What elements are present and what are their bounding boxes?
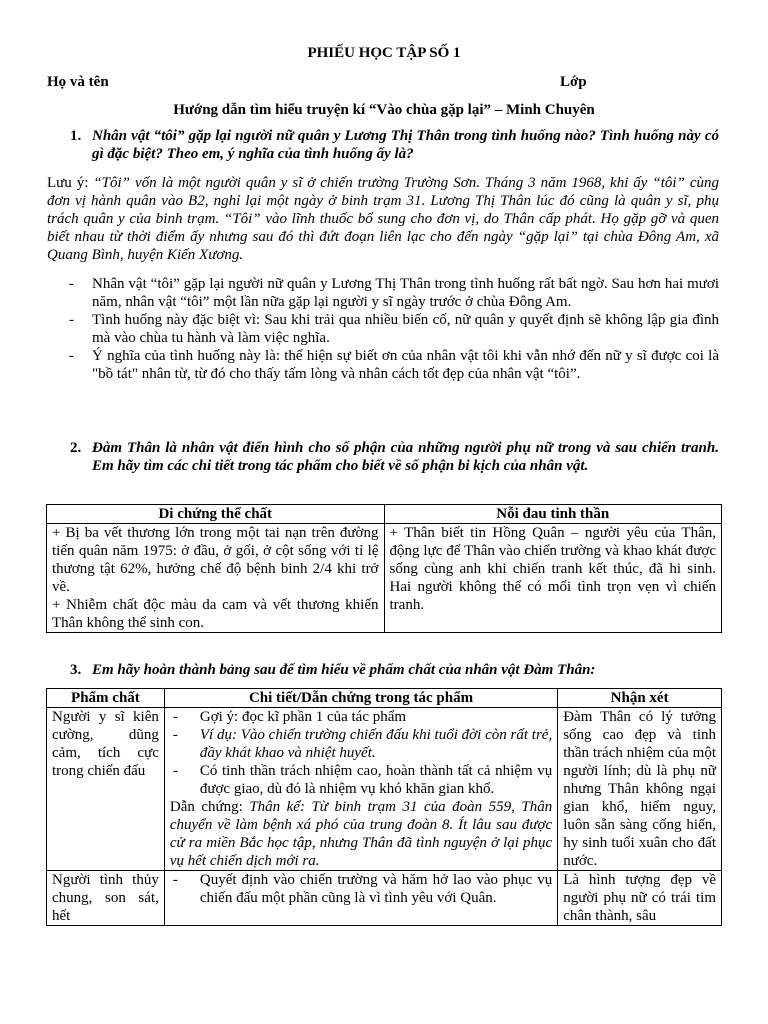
list-item	[170, 871, 552, 907]
table-cell	[164, 871, 557, 926]
detail-text: Gợi ý: đọc kĩ phần 1 của tác phẩm	[199, 709, 407, 725]
table-cell	[164, 708, 557, 871]
table-row	[47, 708, 722, 871]
question-number: 2.	[70, 440, 82, 456]
page-title: PHIẾU HỌC TẬP SỐ 1	[307, 45, 461, 61]
list-item	[47, 275, 719, 311]
table-row	[47, 871, 722, 926]
table-header: Nhận xét	[558, 689, 722, 708]
evidence-lead: Dẫn chứng:	[169, 799, 250, 815]
cell-text: + Nhiễm chất độc màu da cam và vết thương khiến Thân không thể sinh con.	[52, 597, 379, 631]
table-cell: Người tình thủy chung, son sát, hết	[47, 871, 165, 926]
table-cell: Người y sĩ kiên cường, dũng cảm, tích cực trong chiến đấu	[47, 708, 165, 871]
dash-bullet: -	[69, 312, 74, 328]
question-1	[47, 127, 719, 163]
note-paragraph	[47, 174, 719, 264]
detail-text: Có tinh thần trách nhiệm cao, hoàn thành tất cả nhiệm vụ được giao, dù đó là nhiệm vụ khó khăn gian khổ.	[199, 763, 553, 797]
table-header: Phẩm chất	[47, 689, 165, 708]
list-item	[47, 311, 719, 347]
question-number: 1.	[70, 128, 82, 144]
detail-text: Ví dụ: Vào chiến trường chiến đấu khi tuổi đời còn rất trẻ, đầy khát khao và nhiệt huyết.	[199, 727, 553, 761]
evidence-quote: Thân kể: Từ binh trạm 31 của đoàn 559, Thân chuyển về làm bệnh xá phó của trung đoàn 8. Ít lâu sau được cử ra miền Bắc học tập, nhưng Thân đã tình nguyện ở lại phục vụ hết chiến dịch mới ra.	[169, 799, 553, 869]
list-item	[170, 726, 552, 762]
quality-table	[46, 688, 722, 926]
detail-list	[170, 871, 552, 907]
class-label: Lớp	[560, 74, 587, 90]
table-cell: + Thân biết tin Hồng Quân – người yêu của Thân, động lực để Thân vào chiến trường và khao khát được sống cùng anh khi chiến tranh kết thúc, đã hi sinh. Hai người không thể có mối tình trọn vẹn vì chiến tranh.	[384, 524, 722, 633]
list-item	[47, 347, 719, 383]
dash-bullet: -	[172, 727, 178, 743]
answer-text: Ý nghĩa của tình huống này là: thể hiện sự biết ơn của nhân vật tôi khi vẫn nhớ đến nữ y sĩ được coi là "bồ tát" nhân từ, từ đó cho thấy tấm lòng và nhân cách tốt đẹp của nhân vật “tôi”.	[92, 348, 719, 382]
table-header: Nỗi đau tinh thần	[384, 505, 722, 524]
note-lead: Lưu ý:	[47, 175, 94, 191]
table-cell	[47, 524, 385, 633]
dash-bullet: -	[172, 763, 178, 779]
question-number: 3.	[70, 662, 82, 678]
table-header: Di chứng thể chất	[47, 505, 385, 524]
question-3	[47, 661, 719, 679]
evidence-text	[170, 798, 552, 870]
note-text: “Tôi” vốn là một người quân y sĩ ở chiến trường Trường Sơn. Tháng 3 năm 1968, khi ấy “tôi” cùng đơn vị hành quân vào B2, nghỉ lại một ngày ở binh trạm 31. Lương Thị Thân lúc đó cũng là quân y sĩ, phụ trách quân y của binh trạm. “Tôi” vào lĩnh thuốc bổ sung cho đơn vị, do Thân cấp phát. Họ gặp gỡ và quen biết nhau từ thời điểm ấy nhưng sau đó thì đứt đoạn liên lạc cho đến ngày “gặp lại” tại chùa Đông Am, xã Quang Bình, huyện Kiến Xương.	[47, 175, 719, 263]
table-cell: Là hình tượng đẹp về người phụ nữ có trái tim chân thành, sâu	[558, 871, 722, 926]
detail-list	[170, 708, 552, 798]
cell-text: + Bị ba vết thương lớn trong một tai nạn trên đường tiến quân năm 1975: ở đầu, ở gối, ở cột sống với tỉ lệ thương tật 62%, hưởng chế độ bệnh binh 2/4 khi trở về.	[52, 525, 379, 595]
question-text: Nhân vật “tôi” gặp lại người nữ quân y Lương Thị Thân trong tình huống nào? Tình huống này có gì đặc biệt? Theo em, ý nghĩa của tình huống ấy là?	[92, 128, 719, 162]
guide-heading: Hướng dẫn tìm hiểu truyện kí “Vào chùa gặp lại” – Minh Chuyên	[173, 102, 595, 118]
fate-table	[46, 504, 722, 633]
list-item	[170, 762, 552, 798]
dash-bullet: -	[69, 276, 74, 292]
list-item	[170, 708, 552, 726]
answer-text: Nhân vật “tôi” gặp lại người nữ quân y Lương Thị Thân trong tình huống rất bất ngờ. Sau hơn hai mươi năm, nhân vật “tôi” một lần nữa gặp lại người y sĩ ngày trước ở chùa Đông Am.	[92, 276, 719, 310]
dash-bullet: -	[69, 348, 74, 364]
answer-text: Tình huống này đặc biệt vì: Sau khi trải qua nhiều biến cố, nữ quân y quyết định sẽ không lập gia đình mà vào chùa tu hành và làm việc nghĩa.	[92, 312, 719, 346]
dash-bullet: -	[172, 709, 178, 725]
answer-list	[47, 275, 719, 383]
detail-text: Quyết định vào chiến trường và hăm hở lao vào phục vụ chiến đấu một phần cũng là vì tình yêu với Quân.	[199, 872, 553, 906]
question-text: Em hãy hoàn thành bảng sau để tìm hiểu về phẩm chất của nhân vật Đàm Thân:	[92, 662, 596, 678]
question-text: Đàm Thân là nhân vật điển hình cho số phận của những người phụ nữ trong và sau chiến tranh. Em hãy tìm các chi tiết trong tác phẩm cho biết về số phận bi kịch của nhân vật.	[92, 440, 719, 474]
dash-bullet: -	[172, 872, 178, 888]
table-cell: Đàm Thân có lý tưởng sống cao đẹp và tinh thần trách nhiệm của một người lính; dù là phụ nữ nhưng Thân không ngại gian khổ, hiểm nguy, luôn sẵn sàng cống hiến, hy sinh tuổi xuân cho đất nước.	[558, 708, 722, 871]
name-label: Họ và tên	[47, 74, 109, 90]
table-header: Chi tiết/Dẫn chứng trong tác phẩm	[164, 689, 557, 708]
question-2	[47, 439, 719, 475]
